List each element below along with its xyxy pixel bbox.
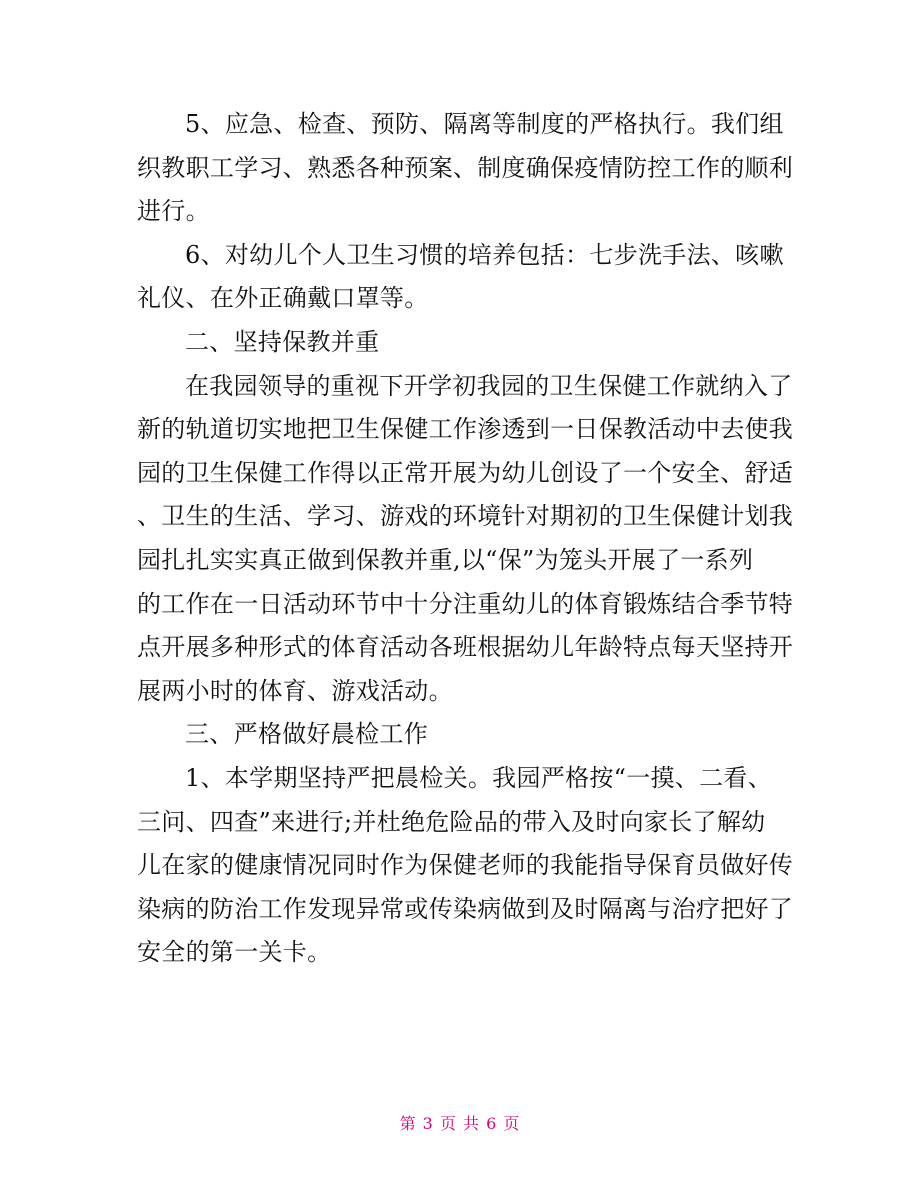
text-line: 新的轨道切实地把卫生保健工作渗透到一日保教活动中去使我 [137,415,794,444]
text-line: 染病的防治工作发现异常或传染病做到及时隔离与治疗把好了 [137,894,794,923]
text-line: 点开展多种形式的体育活动各班根据幼儿年龄特点每天坚持开 [137,633,794,662]
text-line: 园扎扎实实真正做到保教并重,以“保”为笼头开展了一系列 [137,545,754,574]
text-line: 1、本学期坚持严把晨检关。我园严格按“一摸、二看、 [185,763,773,792]
text-line: 5、应急、检查、预防、隔离等制度的严格执行。我们组 [185,110,784,138]
document-body [137,103,797,975]
text-line: 、卫生的生活、学习、游戏的环境针对期初的卫生保健计划我 [137,502,794,531]
text-line: 儿在家的健康情况同时作为保健老师的我能指导保育员做好传 [137,851,794,880]
text-line: 6、对幼儿个人卫生习惯的培养包括：七步洗手法、咳嗽 [185,240,784,269]
text-line: 进行。 [137,197,210,226]
page-number-footer: 第 3 页 共 6 页 [399,1114,521,1133]
text-line: 织教职工学习、熟悉各种预案、制度确保疫情防控工作的顺利 [137,153,794,182]
section-heading: 三、严格做好晨检工作 [185,720,428,749]
text-line: 在我园领导的重视下开学初我园的卫生保健工作就纳入了 [185,371,793,400]
text-line: 园的卫生保健工作得以正常开展为幼儿创设了一个安全、舒适 [137,458,794,487]
text-line: 三问、四查”来进行;并杜绝危险品的带入及时向家长了解幼 [137,807,766,836]
text-line: 展两小时的体育、游戏活动。 [137,676,453,705]
text-line: 礼仪、在外正确戴口罩等。 [137,284,429,313]
text-line: 安全的第一关卡。 [137,938,332,967]
section-heading: 二、坚持保教并重 [185,327,380,356]
text-line: 的工作在一日活动环节中十分注重幼儿的体育锻炼结合季节特 [137,589,794,618]
